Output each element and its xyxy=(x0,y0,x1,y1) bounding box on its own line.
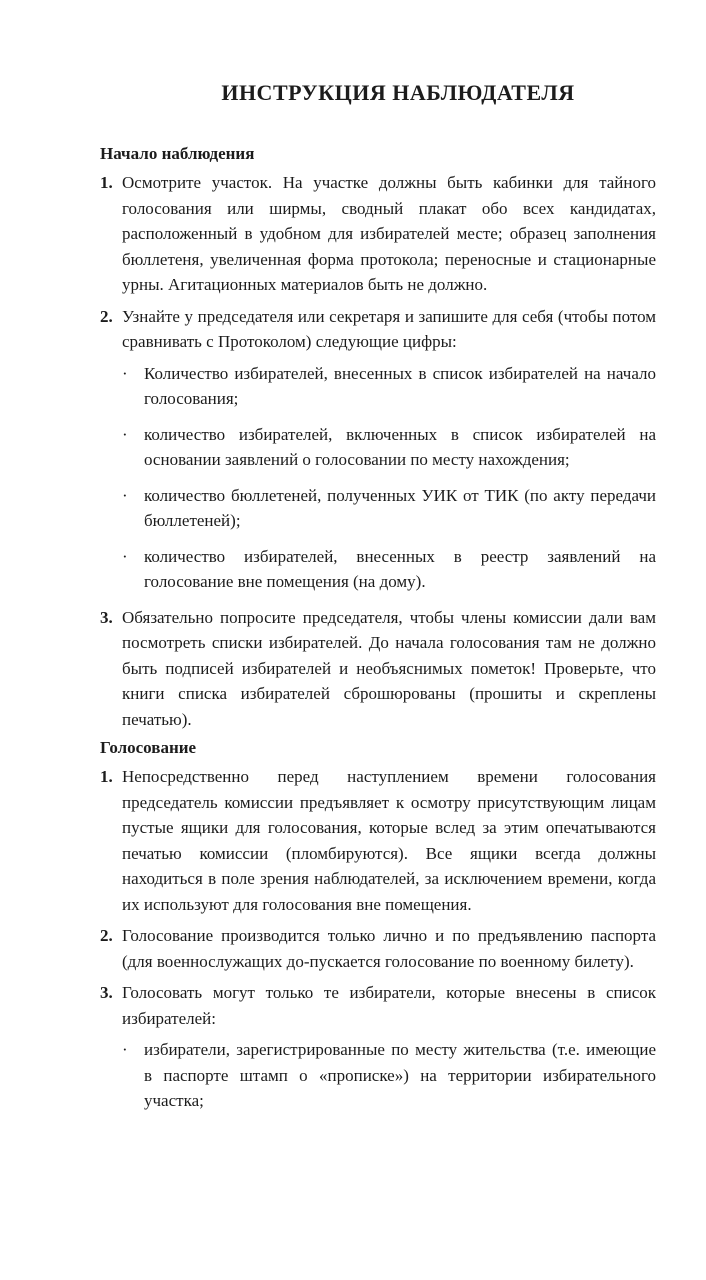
bullet-dot-icon: · xyxy=(122,1040,128,1059)
section-start-observation xyxy=(100,144,656,732)
item-number: 3. xyxy=(100,983,113,1002)
item-number: 2. xyxy=(100,926,113,945)
bullet-list xyxy=(100,1037,656,1114)
bullet-item xyxy=(100,483,656,534)
list-item xyxy=(100,923,656,974)
bullet-item xyxy=(100,544,656,595)
item-text: Осмотрите участок. На участке должны быть кабинки для тайного голосования или ширмы, сводный плакат обо всех кандидатах, расположенный в удобном для избирателей месте; образец заполнения бюллетеня, увеличенная форма протокола; переносные и стационарные урны. Агитационных материалов быть не должно. xyxy=(122,173,656,294)
list-item xyxy=(100,980,656,1031)
item-text: Узнайте у председателя или секретаря и запишите для себя (чтобы потом сравнивать с Протоколом) следующие цифры: xyxy=(122,306,656,351)
item-number: 1. xyxy=(100,173,113,192)
list-item xyxy=(100,304,656,355)
bullet-text: количество избирателей, внесенных в реестр заявлений на голосование вне помещения (на дому). xyxy=(144,546,656,591)
bullet-dot-icon: · xyxy=(122,424,128,444)
bullet-text: Количество избирателей, внесенных в список избирателей на начало голосования; xyxy=(144,363,656,408)
bullet-item xyxy=(100,361,656,412)
list-item xyxy=(100,605,656,733)
item-text: Голосовать могут только те избиратели, которые внесены в список избирателей: xyxy=(122,983,656,1028)
item-number: 3. xyxy=(100,607,113,627)
section-voting xyxy=(100,738,656,1114)
item-text: Обязательно попросите председателя, чтобы члены комиссии дали вам посмотреть списки избирателей. До начала голосования там не должно быть подписей избирателей и необъяснимых пометок! Проверьте, что книги списка избирателей сброшюрованы (прошиты и скреплены печатью). xyxy=(122,607,656,729)
list-item xyxy=(100,764,656,917)
bullet-text: количество бюллетеней, полученных УИК от ТИК (по акту передачи бюллетеней); xyxy=(144,485,656,530)
document-title: ИНСТРУКЦИЯ НАБЛЮДАТЕЛЯ xyxy=(221,80,575,105)
item-number: 1. xyxy=(100,767,113,786)
bullet-list xyxy=(100,361,656,595)
item-number: 2. xyxy=(100,306,113,326)
bullet-dot-icon: · xyxy=(122,485,128,505)
list-item xyxy=(100,170,656,298)
section-heading: Голосование xyxy=(100,738,197,757)
item-text: Голосование производится только лично и по предъявлению паспорта (для военнослужащих до-пускается голосование по военному билету). xyxy=(122,926,656,971)
bullet-item xyxy=(100,1037,656,1114)
bullet-dot-icon: · xyxy=(122,363,128,383)
bullet-item xyxy=(100,422,656,473)
bullet-text: избиратели, зарегистрированные по месту жительства (т.е. имеющие в паспорте штамп о «прописке») на территории избирательного участка; xyxy=(144,1040,656,1110)
bullet-text: количество избирателей, включенных в список избирателей на основании заявлений о голосовании по месту нахождения; xyxy=(144,424,656,469)
bullet-dot-icon: · xyxy=(122,546,128,566)
item-text: Непосредственно перед наступлением времени голосования председатель комиссии предъявляет к осмотру присутствующим лицам пустые ящики для голосования, которые вслед за этим опечатываются печатью комиссии (пломбируются). Все ящики всегда должны находиться в поле зрения наблюдателей, за исключением времени, когда их используют для голосования вне помещения. xyxy=(122,767,656,914)
section-heading: Начало наблюдения xyxy=(100,144,255,163)
